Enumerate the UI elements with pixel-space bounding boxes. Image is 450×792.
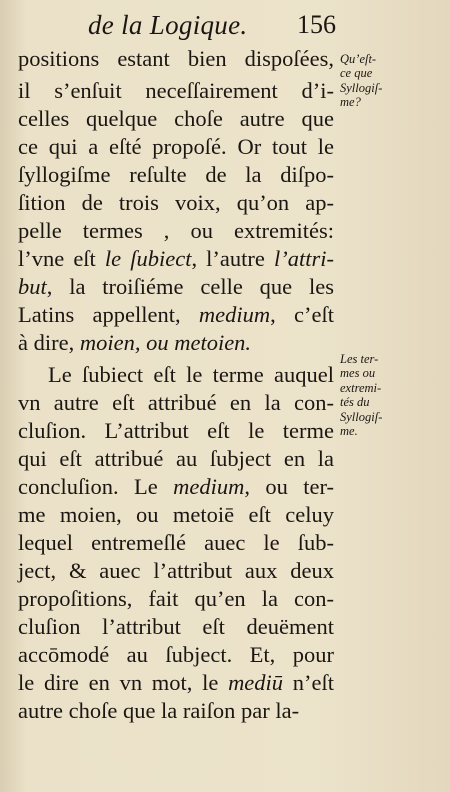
text-run: qui eſt attribué au ſubject en la: [18, 446, 334, 471]
italic-text: moien, ou metoien.: [79, 330, 252, 355]
margin-note-line: me?: [340, 95, 361, 110]
text-line: [18, 476, 334, 499]
text-run: lequel entremeſlé auec le ſub-: [18, 530, 334, 555]
page-number: 156: [297, 10, 336, 39]
margin-note-line: Syllogiſ-: [340, 409, 383, 424]
margin-note-line: Les ter-: [340, 352, 379, 366]
text-run: , ou ter-: [244, 474, 334, 499]
text-line: [18, 532, 334, 555]
text-line: [18, 392, 334, 415]
text-line: [48, 364, 334, 387]
text-run: l’vne eſt: [18, 246, 105, 271]
margin-note-line: tés du: [340, 395, 370, 410]
text-line: [18, 276, 334, 299]
margin-note-line: mes ou: [340, 366, 376, 381]
running-title: de la Logique.: [88, 10, 248, 40]
text-line: [18, 80, 334, 103]
text-run: ſyllogiſme reſulte de la diſpo-: [18, 162, 334, 187]
text-run: vn autre eſt attribué en la con-: [18, 390, 334, 415]
text-run: , l’autre: [191, 246, 274, 271]
margin-note: [340, 52, 400, 110]
text-run: cluſion. L’attribut eſt le terme: [18, 418, 334, 443]
text-run: Le ſubiect eſt le terme auquel: [48, 362, 334, 387]
text-line: [18, 332, 334, 355]
italic-text: medium: [198, 302, 271, 327]
italic-text: medium: [173, 474, 245, 499]
text-line: [18, 588, 334, 611]
text-run: cluſion l’attribut eſt deuëment: [18, 614, 334, 639]
text-run: celles quelque choſe autre que: [18, 106, 334, 131]
italic-text: l’attri-: [274, 246, 334, 271]
italic-text: but: [18, 274, 47, 299]
text-line: [18, 448, 334, 471]
text-run: , la troiſiéme celle que les: [46, 274, 334, 299]
text-run: n’eſt: [283, 670, 334, 695]
text-run: ſition de trois voix, qu’on ap-: [18, 190, 334, 215]
text-run: Latins appellent,: [18, 302, 199, 327]
text-run: concluſion. Le: [18, 474, 174, 499]
text-line: [18, 108, 334, 131]
text-run: accōmodé au ſubject. Et, pour: [18, 642, 334, 667]
text-line: [18, 644, 334, 667]
text-run: positions estant bien dispoſées,: [18, 46, 334, 71]
text-line: [18, 700, 334, 723]
text-line: [18, 616, 334, 639]
text-line: [18, 420, 334, 443]
margin-note-line: me.: [340, 423, 358, 438]
text-line: [18, 560, 334, 583]
margin-note-line: Qu’eſt-: [340, 52, 377, 66]
italic-text: mediū: [228, 670, 284, 695]
text-run: , c’eſt: [270, 302, 335, 327]
text-run: il s’enſuit neceſſairement d’i-: [18, 78, 334, 103]
text-run: propoſitions, fait qu’en la con-: [18, 586, 334, 611]
margin-note-line: Syllogiſ-: [340, 80, 383, 95]
text-line: [18, 248, 334, 271]
text-line: [18, 192, 334, 215]
text-line: [18, 136, 334, 159]
text-run: ject, & auec l’attribut aux deux: [18, 558, 334, 583]
text-run: à dire,: [18, 330, 80, 355]
margin-note-line: ce que: [340, 66, 373, 81]
page-header: [0, 0, 450, 42]
text-line: [18, 48, 334, 71]
text-line: [18, 504, 334, 527]
text-line: [18, 304, 334, 327]
margin-note-line: extremi-: [340, 380, 382, 395]
text-line: [18, 672, 334, 695]
text-run: ce qui a eſté propoſé. Or tout le: [18, 134, 334, 159]
text-run: pelle termes , ou extremités:: [18, 218, 334, 243]
text-line: [18, 164, 334, 187]
text-run: me moien, ou metoiē eſt celuy: [18, 502, 334, 527]
italic-text: le ſubiect: [104, 246, 192, 271]
text-run: autre choſe que la raiſon par la-: [18, 698, 300, 723]
margin-note: [340, 352, 400, 438]
text-run: le dire en vn mot, le: [18, 670, 229, 695]
text-line: [18, 220, 334, 243]
